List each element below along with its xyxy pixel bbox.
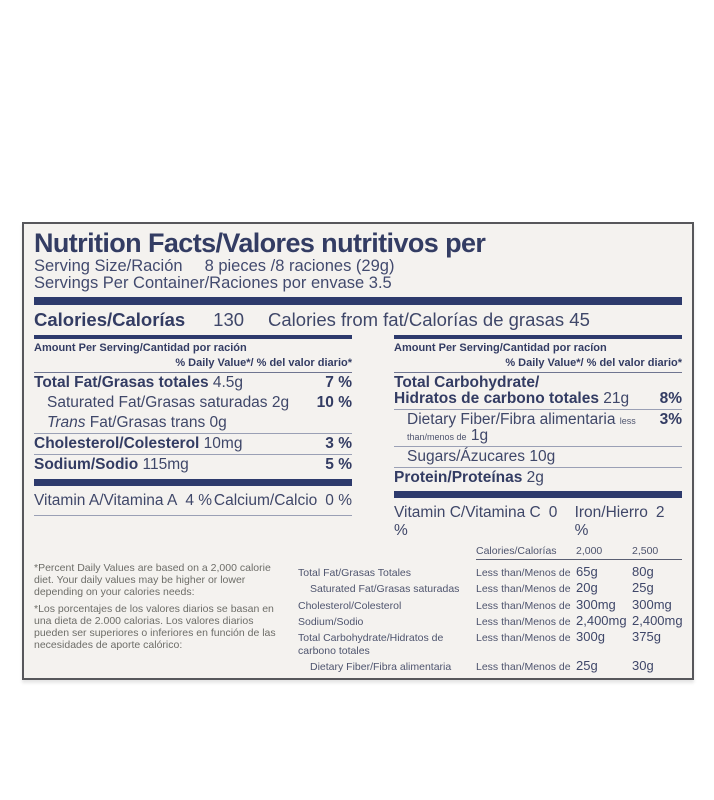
nutrition-facts-label — [22, 222, 694, 680]
vitamin-row-left — [34, 489, 352, 516]
calcium: Calcium/Calcio 0 % — [213, 491, 352, 509]
col-2000-header: 2,000 — [576, 545, 603, 558]
row-condition: Less than/Menos de — [476, 616, 571, 629]
row-condition: Less than/Menos de — [476, 632, 571, 645]
servings-per-container-line: Servings Per Container/Raciones por envase 3.5 — [34, 274, 392, 293]
nutrient-name: Protein/Proteínas 2g — [394, 468, 544, 486]
footnote-text-block — [34, 563, 284, 656]
divider-bar-thick — [34, 297, 682, 305]
nutrient-name: Total Fat/Grasas totales 4.5g — [34, 373, 244, 391]
iron: Iron/Hierro 2 % — [574, 504, 665, 540]
row-value-2500: 80g — [632, 563, 654, 579]
row-value-2500: 30g — [632, 658, 654, 674]
nutrient-name: Dietary Fiber/Fibra alimentaria less than/menos de 1g — [407, 410, 636, 444]
daily-value-header: % Daily Value*/ % del valor diario* — [34, 355, 352, 373]
footnote-english: *Percent Daily Values are based on a 2,000 calorie diet. Your daily values may be higher or lower depending on your calories needs: — [34, 562, 271, 599]
nutrient-pct: 8% — [659, 389, 682, 407]
nutrient-pct: 3% — [659, 410, 682, 428]
row-label: Total Carbohydrate/Hidratos de carbono totales — [298, 632, 444, 657]
nutrient-pct: 3 % — [325, 434, 352, 452]
vitamin-c: Vitamin C/Vitamina C 0 % — [394, 504, 558, 540]
serving-size-label: Serving Size/Ración — [34, 257, 183, 276]
amount-per-serving-header: Amount Per Serving/Cantidad por ración — [34, 342, 247, 355]
vitamin-row-right — [394, 501, 682, 545]
row-condition: Less than/Menos de — [476, 661, 571, 674]
nutrient-name: Saturated Fat/Grasas saturadas 2g — [47, 393, 290, 411]
row-value-2500: 300mg — [632, 596, 672, 612]
row-label: Total Fat/Grasas Totales — [298, 566, 412, 579]
row-label: Cholesterol/Colesterol — [298, 599, 402, 612]
daily-values-table — [298, 563, 682, 674]
divider-bar-medium — [394, 491, 682, 498]
row-label: Sodium/Sodio — [298, 616, 364, 629]
footnote-table-header-row — [394, 545, 682, 560]
table-row-total-carbohydrate — [298, 629, 682, 658]
table-row-cholesterol — [298, 596, 682, 612]
table-row-saturated-fat — [298, 580, 682, 596]
col-2500-header: 2,500 — [632, 545, 659, 558]
row-label: Saturated Fat/Grasas saturadas — [310, 583, 460, 596]
footnote-spanish: *Los porcentajes de los valores diarios se basan en una dieta de 2.000 calorias. Los valores diarios pueden ser superiores o inferiores en función de las necesidades de aporte calórico: — [34, 603, 276, 651]
row-condition: Less than/Menos de — [476, 599, 571, 612]
row-condition: Less than/Menos de — [476, 583, 571, 596]
nutrient-row-cholesterol — [34, 433, 352, 454]
footer-section — [34, 563, 682, 674]
right-column — [394, 335, 682, 560]
nutrient-name: Total Carbohydrate/ — [394, 373, 540, 391]
table-row-total-fat — [298, 563, 682, 579]
nutrient-pct: 7 % — [325, 373, 352, 391]
nutrient-row-sugars — [394, 446, 682, 467]
divider-bar-medium — [34, 479, 352, 486]
row-value-2000: 65g — [576, 563, 598, 579]
calories-from-fat: Calories from fat/Calorías de grasas 45 — [268, 309, 590, 331]
nutrient-name: Hidratos de carbono totales 21g — [394, 389, 630, 407]
nutrient-row-dietary-fiber — [394, 409, 682, 446]
calories-value: 130 — [213, 309, 245, 331]
table-row-dietary-fiber — [298, 658, 682, 674]
footnote-table-header — [476, 545, 682, 560]
divider-bar-medium — [394, 335, 682, 339]
row-value-2500: 2,400mg — [632, 613, 683, 629]
nutrient-row-total-carbohydrate — [394, 373, 682, 391]
calories-row — [34, 307, 682, 335]
nutrient-name: Trans Fat/Grasas trans 0g — [47, 413, 227, 431]
calories-column-header: Calories/Calorías — [476, 545, 557, 558]
nutrient-row-trans-fat — [34, 413, 352, 433]
row-value-2000: 25g — [576, 658, 598, 674]
nutrient-pct: 10 % — [316, 393, 352, 411]
nutrient-row-sodium — [34, 454, 352, 475]
left-column — [34, 335, 352, 560]
nutrient-row-protein — [394, 467, 682, 488]
row-value-2000: 20g — [576, 580, 598, 596]
row-value-2000: 300mg — [576, 596, 616, 612]
nutrient-pct: 5 % — [325, 455, 352, 473]
serving-size-value: 8 pieces /8 raciones (29g) — [204, 257, 395, 276]
column-gap — [352, 335, 394, 560]
row-condition: Less than/Menos de — [476, 566, 571, 579]
calories-label: Calories/Calorías — [34, 309, 186, 331]
nutrient-row-saturated-fat — [34, 393, 352, 413]
serving-size-line — [34, 258, 682, 275]
page-title: Nutrition Facts/Valores nutritivos per — [34, 228, 486, 258]
daily-value-header: % Daily Value*/ % del valor diario* — [394, 355, 682, 373]
divider-bar-medium — [34, 335, 352, 339]
row-value-2000: 2,400mg — [576, 613, 627, 629]
nutrient-name: Sodium/Sodio 115mg — [34, 455, 189, 473]
nutrient-name: Cholesterol/Colesterol 10mg — [34, 434, 243, 452]
row-value-2500: 25g — [632, 580, 654, 596]
vitamin-a: Vitamin A/Vitamina A 4 % — [34, 491, 213, 509]
nutrient-row-total-fat — [34, 373, 352, 393]
nutrient-columns — [34, 335, 682, 560]
nutrient-name: Sugars/Ázucares 10g — [407, 447, 556, 465]
table-row-sodium — [298, 613, 682, 629]
nutrient-row-carbohydrate-totales — [394, 391, 682, 409]
row-value-2000: 300g — [576, 629, 605, 645]
amount-per-serving-header: Amount Per Serving/Cantidad por racíon — [394, 342, 607, 355]
row-label: Dietary Fiber/Fibra alimentaria — [310, 661, 452, 674]
row-value-2500: 375g — [632, 629, 661, 645]
